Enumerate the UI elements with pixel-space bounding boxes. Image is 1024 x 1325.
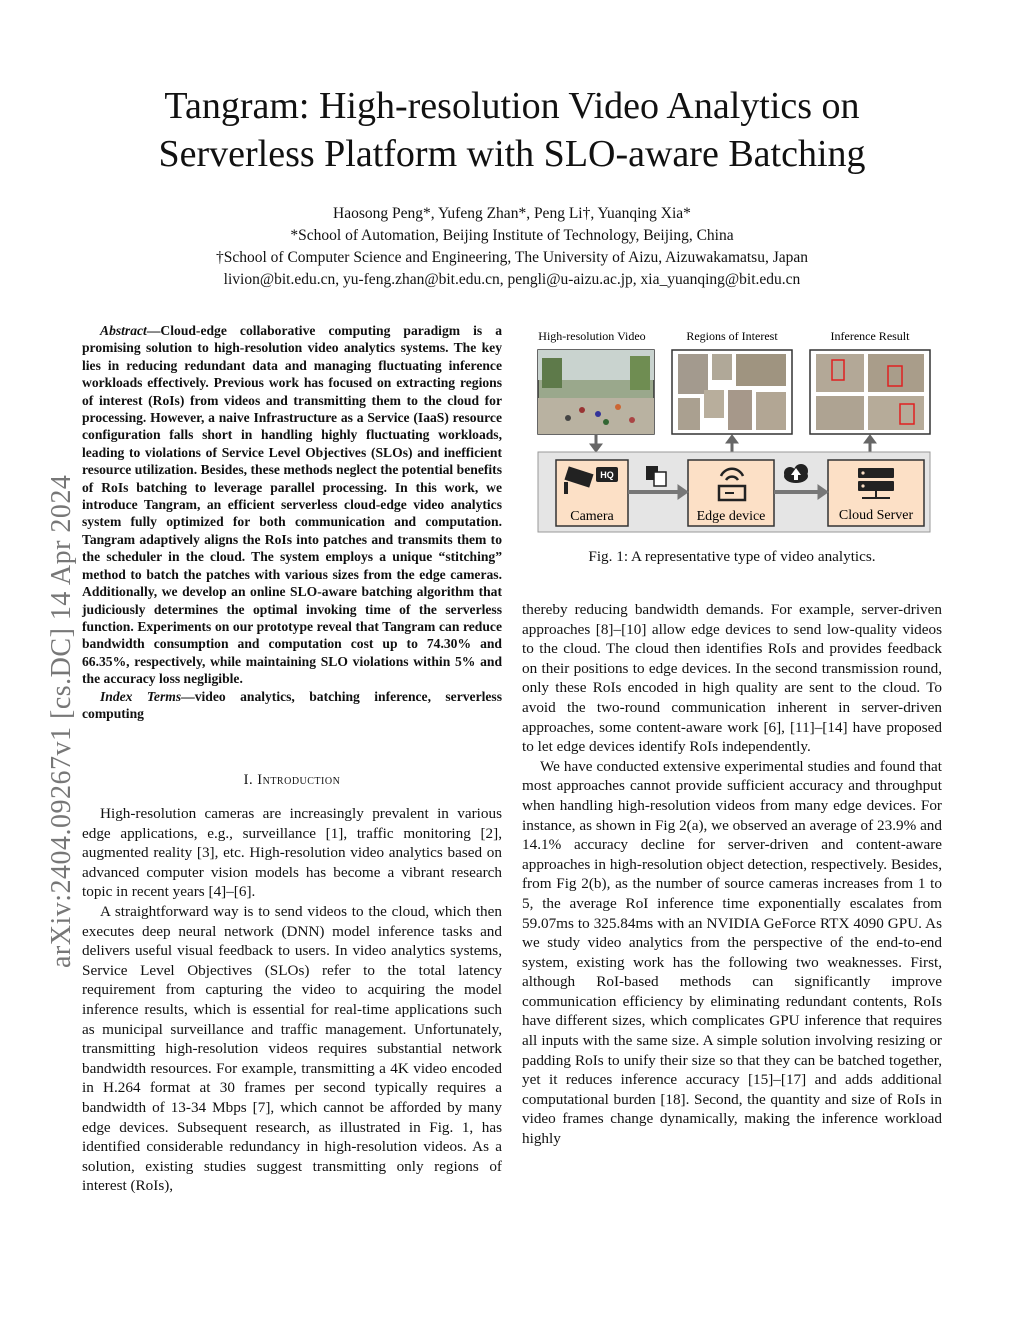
cloud-label: Cloud Server bbox=[838, 508, 914, 523]
index-terms-label: Index Terms bbox=[100, 688, 182, 704]
camera-label: Camera bbox=[570, 509, 614, 524]
arxiv-stamp bbox=[22, 348, 77, 968]
section-heading bbox=[82, 772, 502, 789]
title-line-1: Tangram: High-resolution Video Analytics on bbox=[164, 85, 860, 127]
section-number: I. bbox=[243, 772, 254, 788]
paragraph: A straightforward way is to send videos to the cloud, which then executes deep neural network (DNN) model inference tasks and delivers useful visual feedback to users. In video analytics systems, Service Level Objectives (SLOs) refer to the total latency requirement from capturing the video to acquiring the model inference results, which is essential for real-time applications such as municipal surveillance and traffic management. Unfortunately, transmitting high-resolution videos requires substantial network bandwidth resources. For example, transmitting a 4K video encoded in H.264 format at 30 frames per second typically requires a bandwidth of 13-34 Mbps [7], which cannot be afforded by many edge devices. Subsequent research, as illustrated in Fig. 1, has identified considerable redundancy in high-resolution videos. As a solution, existing studies suggest transmitting only regions of interest (RoIs), bbox=[82, 902, 502, 1195]
authors: Haosong Peng*, Yufeng Zhan*, Peng Li†, Yuanqing Xia* bbox=[333, 205, 691, 222]
cloud-node bbox=[828, 460, 924, 526]
camera-node bbox=[556, 460, 628, 526]
title-line-2: Serverless Platform with SLO-aware Batching bbox=[158, 133, 866, 175]
edge-node bbox=[688, 460, 774, 526]
author-block bbox=[100, 203, 924, 291]
paragraph: We have conducted extensive experimental studies and found that most approaches cannot provide sufficient accuracy and throughput when handling high-resolution videos from many edge devices. For instance, as shown in Fig 2(a), we observed an average of 23.9% and 14.1% accuracy decline for server-driven and content-aware approaches in high-resolution object detection, respectively. Besides, from Fig 2(b), as the number of source cameras increases from 1 to 5, the average RoI inference time exponentially escalates from 59.07ms to 325.84ms with an NVIDIA GeForce RTX 4090 GPU. As we study video analytics from the perspective of the end-to-end system, existing work has the following two weaknesses. First, although RoI-based methods can significantly improve communication efficiency by eliminating redundant contents, RoIs have different sizes, which complicates GPU inference that requires all inputs with the same size. A simple solution involving resizing or padding RoIs to unify their size so that they can be batched together, yet it reduces inference accuracy [15]–[17] and adds additional computational burden [18]. Second, the quantity and size of RoIs in video frames change dynamically, making the inference workload highly bbox=[522, 757, 942, 1148]
label-result: Inference Result bbox=[830, 329, 910, 343]
paragraph: High-resolution cameras are increasingly prevalent in various edge applications, e.g., surveillance [1], traffic monitoring [2], augmented reality [3], etc. High-resolution video analytics based on advanced computer vision models has become a vibrant research topic in recent years [4]–[6]. bbox=[82, 805, 502, 901]
paper-title bbox=[100, 82, 924, 178]
edge-label: Edge device bbox=[696, 509, 766, 524]
abstract bbox=[82, 322, 502, 722]
label-roi: Regions of Interest bbox=[686, 329, 778, 343]
roi-panel bbox=[672, 350, 792, 434]
video-frame-image bbox=[538, 350, 654, 434]
result-panel bbox=[810, 350, 930, 434]
left-column-body bbox=[82, 804, 502, 1196]
figure-caption: Fig. 1: A representative type of video analytics. bbox=[588, 548, 876, 565]
right-column-body bbox=[522, 600, 942, 1149]
emails: livion@bit.edu.cn, yu-feng.zhan@bit.edu.cn, pengli@u-aizu.ac.jp, xia_yuanqing@bit.edu.cn bbox=[223, 271, 801, 288]
hq-label: HQ bbox=[600, 470, 614, 480]
affiliation-1: *School of Automation, Beijing Institute of Technology, Beijing, China bbox=[290, 227, 734, 244]
affiliation-2: †School of Computer Science and Engineering, The University of Aizu, Aizuwakamatsu, Japan bbox=[215, 249, 809, 266]
paragraph: thereby reducing bandwidth demands. For example, server-driven approaches [8]–[10] allow edge devices to send low-quality videos to the cloud. The cloud then identifies RoIs and provides feedback on their positions to edge devices. In the second transmission round, only these RoIs encoded in high quality are sent to the cloud. To avoid the two-round communication inherent in server-driven approaches, some content-aware work [6], [11]–[14] have proposed to let edge devices identify RoIs independently. bbox=[522, 601, 942, 756]
label-video: High-resolution Video bbox=[538, 329, 646, 343]
figure-1 bbox=[522, 322, 942, 544]
figure-diagram bbox=[522, 322, 942, 544]
abstract-text: —Cloud-edge collaborative computing paradigm is a promising solution to high-resolution video analytics systems. The key lies in reducing redundant data and managing fluctuating inference workloads effectively. Previous work has focused on extracting regions of interest (RoIs) from videos and transmitting them to the cloud for processing. However, a naive Infrastructure as a Service (IaaS) resource configuration falls short in handling highly fluctuating workloads, leading to violations of Service Level Objectives (SLOs) and inefficient resource utilization. Besides, these methods neglect the potential benefits of RoIs batching to leverage parallel processing. In this work, we introduce Tangram, an efficient serverless cloud-edge video analytics system fully optimized for both communication and computation. Tangram adaptively aligns the RoIs into patches and transmits them to the scheduler in the cloud. The system employs a unique “stitching” method to batch the patches with various sizes from the edge cameras. Additionally, we develop an online SLO-aware batching algorithm that judiciously determines the optimal invoking time of the serverless function. Experiments on our prototype reveal that Tangram can reduce bandwidth consumption and computation cost up to 74.30% and 66.35%, respectively, while maintaining SLO violations within 5% and the accuracy loss negligible. bbox=[82, 323, 502, 687]
abstract-label: Abstract bbox=[100, 323, 147, 338]
section-title: Introduction bbox=[257, 772, 341, 788]
arxiv-id: arXiv:2404.09267v1 [cs.DC] 14 Apr 2024 bbox=[46, 474, 77, 968]
up-down-arrows bbox=[590, 434, 876, 452]
index-terms-text: —video analytics, batching inference, serverless computing bbox=[82, 688, 502, 721]
